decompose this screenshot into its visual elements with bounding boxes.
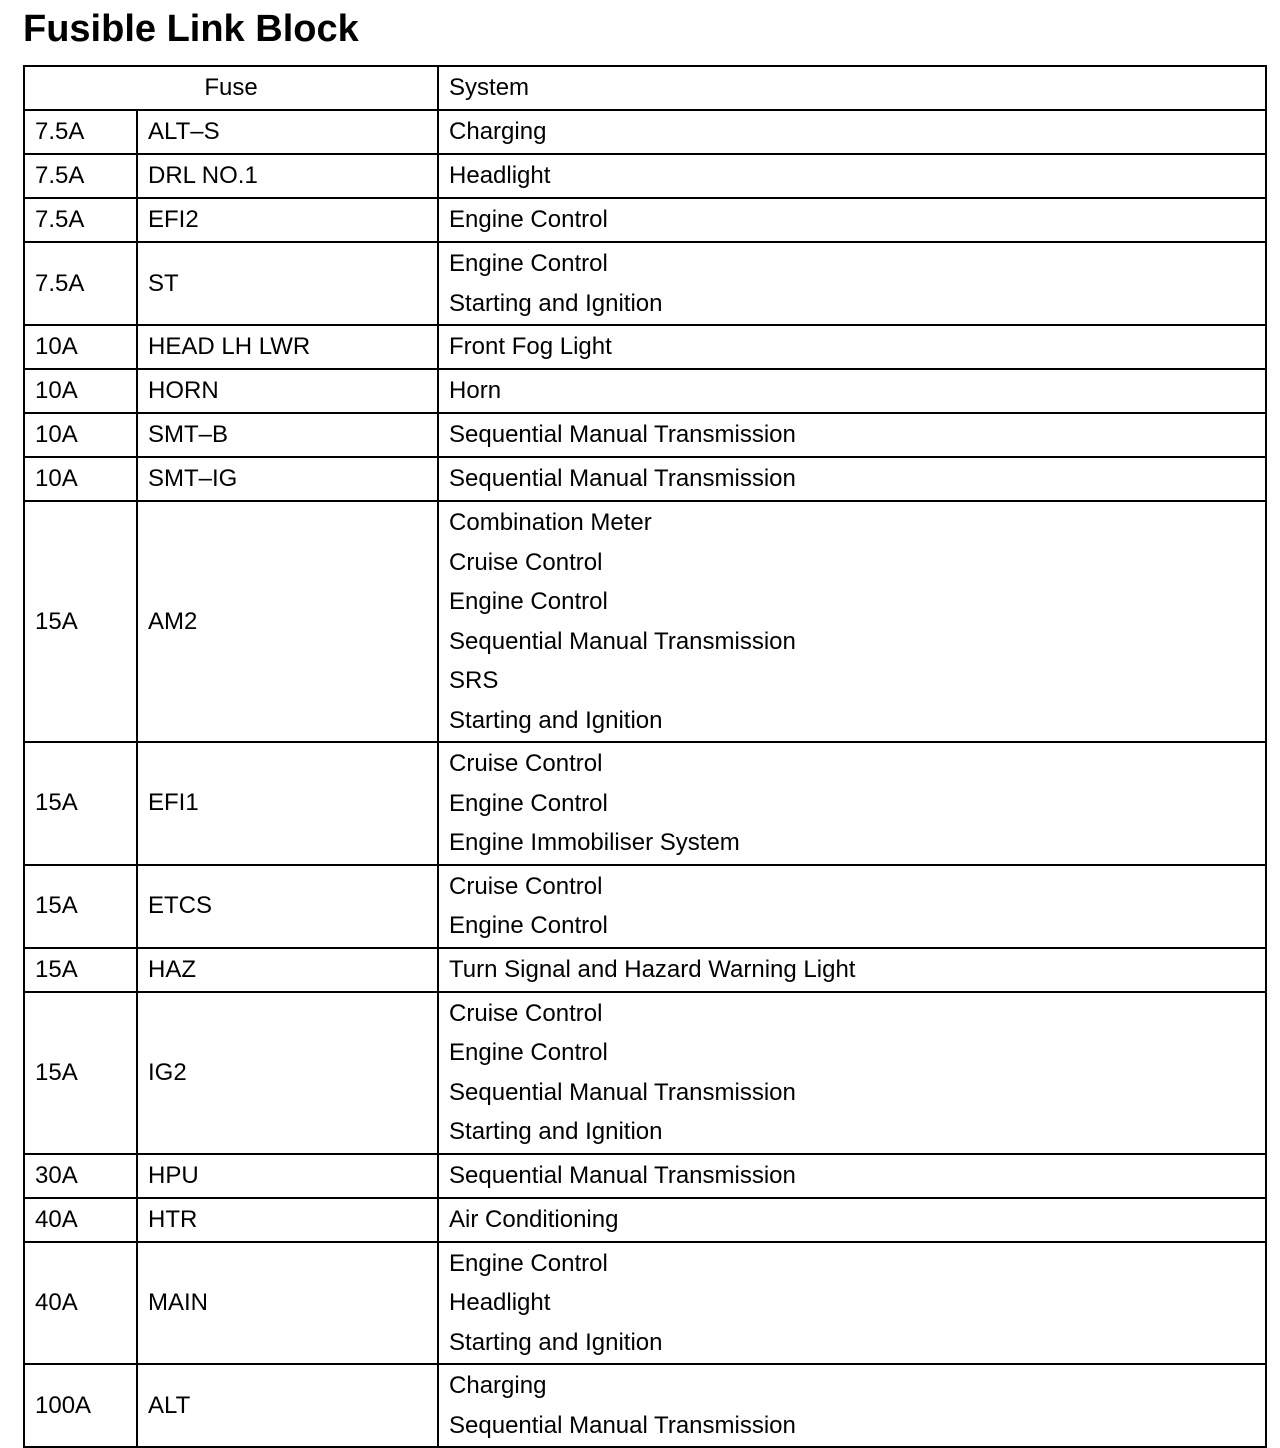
fuse-name-cell: HAZ	[137, 948, 438, 992]
fuse-name-cell: ST	[137, 242, 438, 325]
system-entry: Cruise Control	[449, 750, 603, 777]
system-entry: Engine Control	[449, 1249, 608, 1277]
table-row	[24, 742, 1266, 865]
system-entry: Engine Control	[449, 250, 608, 277]
system-cell	[438, 1364, 1266, 1447]
fuse-amperage-cell: 15A	[24, 948, 137, 992]
system-cell	[438, 413, 1266, 457]
system-cell	[438, 501, 1266, 742]
fuse-name-cell: HPU	[137, 1154, 438, 1198]
system-cell	[438, 325, 1266, 369]
table-row	[24, 1154, 1266, 1198]
fuse-amperage-cell: 10A	[24, 413, 137, 457]
system-entry: Front Fog Light	[449, 333, 612, 361]
system-entry: Engine Control	[449, 206, 608, 234]
system-cell	[438, 742, 1266, 865]
system-entry: Sequential Manual Transmission	[449, 1411, 796, 1439]
fuse-amperage-cell: 100A	[24, 1364, 137, 1447]
fuse-amperage-cell: 15A	[24, 865, 137, 948]
fuse-name-cell: IG2	[137, 992, 438, 1154]
table-row	[24, 325, 1266, 369]
fuse-name-cell: HTR	[137, 1198, 438, 1242]
fuse-name-cell: SMT–IG	[137, 457, 438, 501]
table-row	[24, 1242, 1266, 1365]
system-entry: Sequential Manual Transmission	[449, 421, 796, 449]
system-cell	[438, 1154, 1266, 1198]
system-entry: Charging	[449, 1372, 547, 1399]
system-cell	[438, 154, 1266, 198]
table-row	[24, 501, 1266, 742]
table-row	[24, 110, 1266, 154]
system-entry: Horn	[449, 377, 502, 405]
system-entry: Sequential Manual Transmission	[449, 627, 796, 655]
system-entry: Engine Control	[449, 1039, 608, 1066]
fuse-name-cell: EFI2	[137, 198, 438, 242]
fuse-name-cell: MAIN	[137, 1242, 438, 1365]
system-column-header: System	[438, 66, 1266, 110]
system-cell	[438, 242, 1266, 325]
table-row	[24, 457, 1266, 501]
fuse-amperage-cell: 10A	[24, 369, 137, 413]
system-entry: Headlight	[449, 1289, 551, 1316]
page-title: Fusible Link Block	[23, 8, 359, 50]
table-row	[24, 865, 1266, 948]
fuse-amperage-cell: 15A	[24, 992, 137, 1154]
system-entry: Engine Control	[449, 912, 608, 939]
system-cell	[438, 110, 1266, 154]
fuse-amperage-cell: 40A	[24, 1198, 137, 1242]
table-row	[24, 948, 1266, 992]
fuse-amperage-cell: 15A	[24, 501, 137, 742]
system-entry: SRS	[449, 667, 499, 694]
system-entry: Engine Control	[449, 588, 608, 615]
system-entry: Starting and Ignition	[449, 289, 663, 317]
system-entry: Sequential Manual Transmission	[449, 1161, 796, 1189]
fuse-amperage-cell: 10A	[24, 457, 137, 501]
fuse-name-cell: ETCS	[137, 865, 438, 948]
fuse-amperage-cell: 7.5A	[24, 198, 137, 242]
table-row	[24, 154, 1266, 198]
system-cell	[438, 198, 1266, 242]
fuse-amperage-cell: 15A	[24, 742, 137, 865]
system-entry: Sequential Manual Transmission	[449, 465, 796, 493]
system-entry: Engine Immobiliser System	[449, 829, 740, 856]
table-row	[24, 198, 1266, 242]
system-cell	[438, 1198, 1266, 1242]
table-row	[24, 1364, 1266, 1447]
table-row	[24, 242, 1266, 325]
fuse-name-cell: SMT–B	[137, 413, 438, 457]
system-entry: Engine Control	[449, 789, 608, 817]
system-entry: Cruise Control	[449, 548, 603, 576]
fuse-name-cell: HORN	[137, 369, 438, 413]
system-entry: Starting and Ignition	[449, 1328, 663, 1356]
fuse-name-cell: AM2	[137, 501, 438, 742]
fuse-amperage-cell: 7.5A	[24, 110, 137, 154]
system-entry: Charging	[449, 118, 547, 146]
fuse-amperage-cell: 7.5A	[24, 154, 137, 198]
system-cell	[438, 865, 1266, 948]
table-row	[24, 413, 1266, 457]
fuse-amperage-cell: 40A	[24, 1242, 137, 1365]
table-header-row	[24, 66, 1266, 110]
fuse-name-cell: HEAD LH LWR	[137, 325, 438, 369]
system-entry: Cruise Control	[449, 999, 603, 1027]
system-entry: Starting and Ignition	[449, 706, 663, 734]
system-cell	[438, 369, 1266, 413]
fuse-name-cell: ALT	[137, 1364, 438, 1447]
system-entry: Sequential Manual Transmission	[449, 1078, 796, 1106]
fuse-amperage-cell: 7.5A	[24, 242, 137, 325]
system-cell	[438, 948, 1266, 992]
table-row	[24, 992, 1266, 1154]
fuse-name-cell: DRL NO.1	[137, 154, 438, 198]
fuse-name-cell: ALT–S	[137, 110, 438, 154]
table-row	[24, 369, 1266, 413]
system-cell	[438, 1242, 1266, 1365]
system-entry: Cruise Control	[449, 872, 603, 900]
system-entry: Turn Signal and Hazard Warning Light	[449, 955, 856, 983]
system-cell	[438, 457, 1266, 501]
system-entry: Combination Meter	[449, 509, 652, 536]
fuse-amperage-cell: 10A	[24, 325, 137, 369]
fuse-column-header: Fuse	[24, 66, 438, 110]
system-cell	[438, 992, 1266, 1154]
table-row	[24, 1198, 1266, 1242]
fuse-amperage-cell: 30A	[24, 1154, 137, 1198]
system-entry: Headlight	[449, 162, 551, 190]
fusible-link-table	[23, 65, 1267, 1448]
fuse-name-cell: EFI1	[137, 742, 438, 865]
system-entry: Air Conditioning	[449, 1205, 619, 1233]
fuse-table-body	[24, 66, 1266, 1447]
system-entry: Starting and Ignition	[449, 1118, 663, 1145]
